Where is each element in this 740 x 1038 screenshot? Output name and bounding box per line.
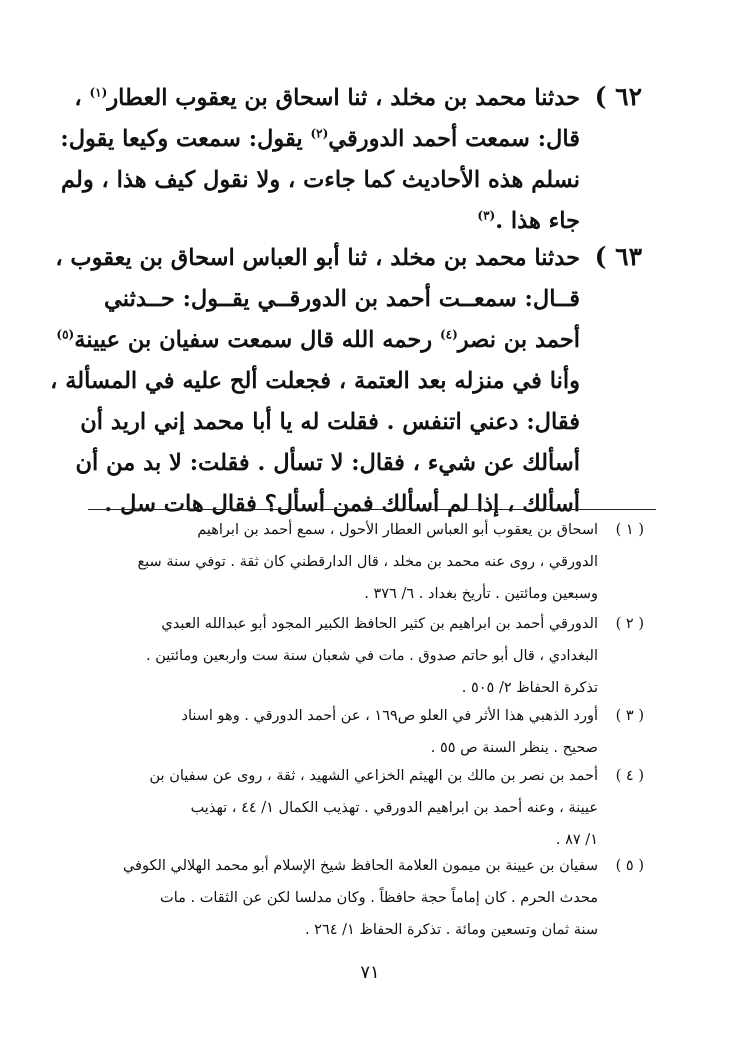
footnote-number: ( ٥ ) xyxy=(615,858,644,874)
text-line: فقال: دعني اتنفس . فقلت له يا أبا محمد إني اريد أن xyxy=(80,409,580,435)
footnote-text: أحمد بن نصر بن مالك بن الهيثم الخزاعي الشهيد ، ثقة ، روى عن سفيان بن عيينة ، وعنه أحمد بن ابراهيم الدورقي . تهذيب الكمال ١/ ٤٤ ، تهذيب ١/ ٨٧ . xyxy=(149,768,598,848)
footnote-text: سفيان بن عيينة بن ميمون العلامة الحافظ شيخ الإسلام أبو محمد الهلالي الكوفي محدث الحرم . كان إماماً حجة حافظاً . وكان مدلسا لكن عن الثقات . مات سنة ثمان وتسعين ومائة . تذكرة الحفاظ ١/ ٢٦٤ . xyxy=(122,858,598,938)
footnote-3 xyxy=(84,700,644,764)
footnote-number: ( ١ ) xyxy=(615,522,644,538)
text-line: جاء هذا .$^{(٣)}$ xyxy=(477,208,580,234)
footnote-text: اسحاق بن يعقوب أبو العباس العطار الأحول ، سمع أحمد بن ابراهيم الدورقي ، روى عنه محمد بن مخلد ، قال الدارقطني كان ثقة . توفي سنة سبع وسبعين ومائتين . تأريخ بغداد . ٦/ ٣٧٦ . xyxy=(137,522,598,602)
hadith-number: ٦٣ ) xyxy=(594,242,642,271)
text-line: أسألك عن شيء ، فقال: لا تسأل . فقلت: لا بد من أن xyxy=(75,450,580,476)
footnote-1 xyxy=(84,514,644,610)
hadith-number: ٦٢ ) xyxy=(594,82,642,111)
text-line: أحمد بن نصر$^{(٤)}$ رحمه الله قال سمعت سفيان بن عيينة$^{(٥)}$ xyxy=(56,327,580,353)
footnote-number: ( ٢ ) xyxy=(615,616,644,632)
text-line: قــال: سمعــت أحمد بن الدورقــي يقــول: حــدثني xyxy=(104,286,580,312)
footnote-ref[interactable]: (١) xyxy=(89,85,108,100)
text-line: وأنا في منزله بعد العتمة ، فجعلت ألح عليه في المسألة ، xyxy=(50,368,580,394)
text-line: حدثنا محمد بن مخلد ، ثنا أبو العباس اسحاق بن يعقوب ، xyxy=(55,245,580,271)
footnote-text: أورد الذهبي هذا الأثر في العلو ص١٦٩ ، عن أحمد الدورقي . وهو اسناد صحيح . ينظر السنة ص ٥٥ . xyxy=(181,708,598,756)
footnote-5 xyxy=(84,850,644,946)
footnote-ref[interactable]: (٥) xyxy=(56,327,75,342)
text-line: قال: سمعت أحمد الدورقي$^{(٢)}$ يقول: سمعت وكيعا يقول: xyxy=(60,126,580,152)
footnote-2 xyxy=(84,608,644,704)
footnote-text: الدورقي أحمد بن ابراهيم بن كثير الحافظ الكبير المجود أبو عبدالله العبدي البغدادي ، قال أبو حاتم صدوق . مات في شعبان سنة ست واربعين ومائتين . تذكرة الحفاظ ٢/ ٥٠٥ . xyxy=(146,616,598,696)
text-line: أسألك ، إذا لم أسألك فمن أسأل؟ فقال هات سل . xyxy=(104,491,580,517)
footnote-ref[interactable]: (٣) xyxy=(477,208,496,223)
text-line: حدثنا محمد بن مخلد ، ثنا اسحاق بن يعقوب العطار$^{(١)}$ ، xyxy=(74,85,580,111)
hadith-text xyxy=(50,238,580,525)
footnote-number: ( ٣ ) xyxy=(615,708,644,724)
footnote-4 xyxy=(84,760,644,856)
footnote-divider xyxy=(88,509,656,510)
footnote-number: ( ٤ ) xyxy=(615,768,644,784)
hadith-text xyxy=(60,78,580,242)
text-line: نسلم هذه الأحاديث كما جاءت ، ولا نقول كيف هذا ، ولم xyxy=(61,167,580,193)
page-number: ٧١ xyxy=(360,962,380,983)
footnote-ref[interactable]: (٤) xyxy=(439,327,458,342)
footnote-ref[interactable]: (٢) xyxy=(310,126,329,141)
